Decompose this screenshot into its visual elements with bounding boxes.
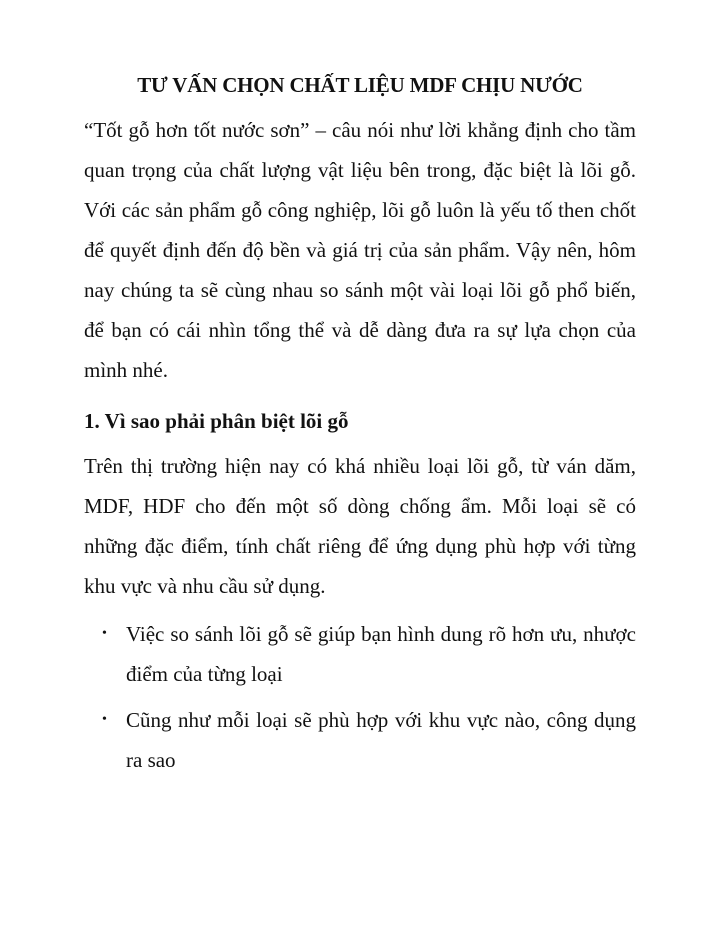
- list-item: [84, 700, 636, 780]
- document-page: [84, 70, 636, 786]
- list-item: [84, 614, 636, 694]
- section-paragraph: Trên thị trường hiện nay có khá nhiều loại lõi gỗ, từ ván dăm, MDF, HDF cho đến một số dòng chống ẩm. Mỗi loại sẽ có những đặc điểm, tính chất riêng để ứng dụng phù hợp với từng khu vực và nhu cầu sử dụng.: [84, 454, 636, 598]
- bullet-icon: •: [102, 712, 107, 727]
- bullet-list: [84, 614, 636, 780]
- bullet-icon: •: [102, 626, 107, 641]
- document-title: TƯ VẤN CHỌN CHẤT LIỆU MDF CHỊU NƯỚC: [137, 73, 583, 97]
- section-heading: 1. Vì sao phải phân biệt lõi gỗ: [84, 409, 349, 433]
- intro-paragraph: “Tốt gỗ hơn tốt nước sơn” – câu nói như lời khẳng định cho tầm quan trọng của chất lượng vật liệu bên trong, đặc biệt là lõi gỗ. Với các sản phẩm gỗ công nghiệp, lõi gỗ luôn là yếu tố then chốt để quyết định đến độ bền và giá trị của sản phẩm. Vậy nên, hôm nay chúng ta sẽ cùng nhau so sánh một vài loại lõi gỗ phổ biến, để bạn có cái nhìn tổng thể và dễ dàng đưa ra sự lựa chọn của mình nhé.: [84, 118, 636, 382]
- list-item-text: Cũng như mỗi loại sẽ phù hợp với khu vực nào, công dụng ra sao: [126, 708, 636, 772]
- list-item-text: Việc so sánh lõi gỗ sẽ giúp bạn hình dung rõ hơn ưu, nhược điểm của từng loại: [126, 622, 636, 686]
